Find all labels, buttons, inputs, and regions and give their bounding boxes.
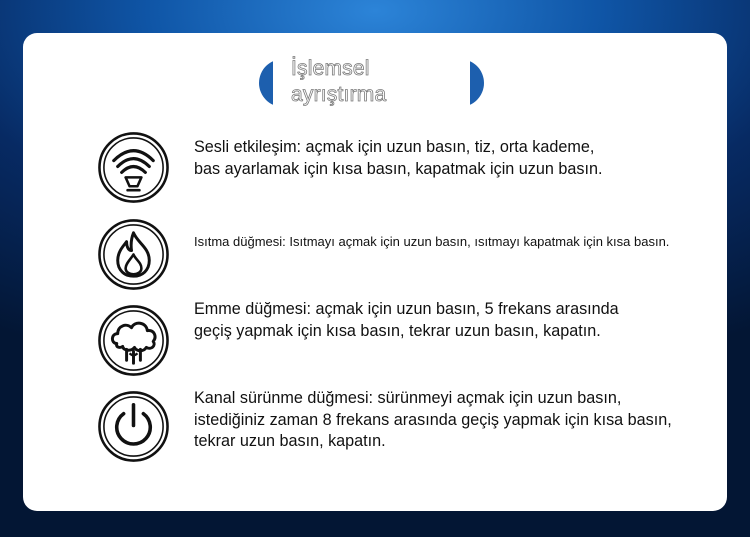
item-1-description: Sesli etkileşim: açmak için uzun basın, tiz, orta kademe, bas ayarlamak için kısa basın, kapatmak için uzun basın. — [194, 138, 603, 178]
flame-icon — [97, 218, 170, 291]
power-icon — [97, 390, 170, 463]
cloud-steam-icon — [97, 304, 170, 377]
item-3-description: Emme düğmesi: açmak için uzun basın, 5 frekans arasında geçiş yapmak için kısa basın, tekrar uzun basın, kapatın. — [194, 300, 619, 340]
vibration-signal-icon — [97, 131, 170, 204]
item-2-description: Isıtma düğmesi: Isıtmayı açmak için uzun basın, ısıtmayı kapatmak için kısa basın. — [194, 234, 670, 249]
item-4-description: Kanal sürünme düğmesi: sürünmeyi açmak için uzun basın, istediğiniz zaman 8 frekans arasında geçiş yapmak için kısa basın, tekrar uzun basın, kapatın. — [194, 389, 672, 450]
page-title: İşlemsel ayrıştırma — [291, 57, 387, 106]
